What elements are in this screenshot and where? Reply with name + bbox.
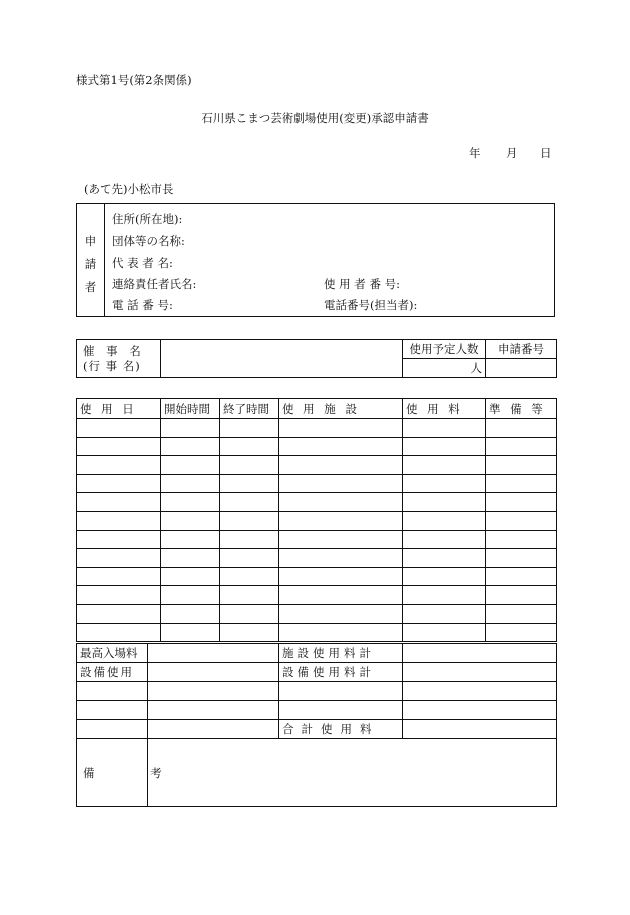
usage-cell[interactable]: [220, 604, 279, 623]
usage-cell[interactable]: [279, 456, 403, 475]
usage-cell[interactable]: [486, 586, 557, 605]
equipment-row-2-col-1[interactable]: [77, 701, 148, 720]
event-table: [76, 339, 557, 378]
usage-cell[interactable]: [77, 530, 161, 549]
usage-cell[interactable]: [486, 493, 557, 512]
usage-cell[interactable]: [403, 419, 486, 438]
usage-cell[interactable]: [220, 511, 279, 530]
usage-cell[interactable]: [161, 586, 220, 605]
usage-cell[interactable]: [161, 549, 220, 568]
usage-cell[interactable]: [161, 623, 220, 642]
usage-table: [76, 398, 557, 642]
usage-row: [77, 567, 557, 586]
usage-cell[interactable]: [486, 604, 557, 623]
event-name-label-cell: [77, 340, 161, 378]
contact-name-label: 連絡責任者氏名:: [112, 277, 197, 291]
usage-cell[interactable]: [161, 604, 220, 623]
usage-cell[interactable]: [161, 437, 220, 456]
usage-cell[interactable]: [220, 567, 279, 586]
application-number-label: 申請番号: [486, 340, 557, 359]
event-name-label: 催 事 名: [83, 343, 145, 358]
representative-label: 代 表 者 名:: [112, 256, 173, 270]
usage-cell[interactable]: [279, 586, 403, 605]
usage-cell[interactable]: [403, 623, 486, 642]
usage-cell[interactable]: [220, 474, 279, 493]
date-month-label: 月: [506, 146, 518, 160]
usage-cell[interactable]: [161, 493, 220, 512]
usage-cell[interactable]: [486, 623, 557, 642]
usage-cell[interactable]: [403, 530, 486, 549]
event-name-label-alt: (行 事 名): [83, 358, 141, 373]
col-usage-fee: 使 用 料: [403, 399, 486, 419]
col-usage-date: 使 用 日: [77, 399, 161, 419]
phone-contact-label: 電話番号(担当者):: [324, 298, 418, 312]
people-unit[interactable]: 人: [403, 359, 486, 378]
usage-cell[interactable]: [77, 511, 161, 530]
usage-cell[interactable]: [403, 604, 486, 623]
usage-cell[interactable]: [161, 456, 220, 475]
usage-cell[interactable]: [220, 549, 279, 568]
usage-cell[interactable]: [220, 530, 279, 549]
usage-cell[interactable]: [279, 493, 403, 512]
address-label: 住所(所在地):: [112, 212, 183, 226]
usage-cell[interactable]: [161, 530, 220, 549]
equipment-row-1-col-3[interactable]: [279, 682, 403, 701]
usage-row: [77, 456, 557, 475]
usage-cell[interactable]: [279, 567, 403, 586]
equipment-row-2-col-4[interactable]: [403, 701, 557, 720]
usage-cell[interactable]: [220, 623, 279, 642]
max-entry-fee-field[interactable]: [148, 644, 279, 663]
usage-row: [77, 511, 557, 530]
usage-cell[interactable]: [77, 493, 161, 512]
event-name-field[interactable]: [161, 340, 403, 378]
usage-row: [77, 623, 557, 642]
equipment-row-3-col-2[interactable]: [148, 720, 279, 739]
usage-cell[interactable]: [403, 474, 486, 493]
equipment-use-label: 設備使用: [77, 663, 148, 682]
planned-people-label: 使用予定人数: [403, 340, 486, 359]
applicant-section: [76, 203, 555, 317]
usage-row: [77, 493, 557, 512]
equipment-row-3-col-1[interactable]: [77, 720, 148, 739]
col-facility: 使 用 施 設: [279, 399, 403, 419]
applicant-side-char-2: 請: [84, 257, 97, 271]
fee-table: [76, 643, 557, 807]
addressee: (あて先)小松市長: [84, 182, 174, 196]
usage-cell[interactable]: [486, 456, 557, 475]
usage-cell[interactable]: [486, 511, 557, 530]
usage-cell[interactable]: [77, 549, 161, 568]
facility-fee-total-field[interactable]: [403, 644, 557, 663]
usage-cell[interactable]: [279, 511, 403, 530]
equipment-fee-total-field[interactable]: [403, 663, 557, 682]
form-title: 石川県こまつ芸術劇場使用(変更)承認申請書: [201, 111, 429, 125]
usage-cell[interactable]: [279, 419, 403, 438]
org-name-label: 団体等の名称:: [112, 234, 185, 248]
remarks-label: 備 考: [77, 739, 148, 807]
usage-row: [77, 604, 557, 623]
usage-cell[interactable]: [77, 474, 161, 493]
usage-cell[interactable]: [279, 437, 403, 456]
form-number: 様式第1号(第2条関係): [76, 73, 192, 87]
usage-cell[interactable]: [77, 604, 161, 623]
usage-cell[interactable]: [220, 437, 279, 456]
equipment-row-1-col-4[interactable]: [403, 682, 557, 701]
phone-label: 電 話 番 号:: [112, 298, 173, 312]
usage-cell[interactable]: [77, 437, 161, 456]
date-year-label: 年: [469, 146, 481, 160]
equipment-use-field[interactable]: [148, 663, 279, 682]
col-end-time: 終了時間: [220, 399, 279, 419]
usage-cell[interactable]: [279, 623, 403, 642]
equipment-row-1-col-2[interactable]: [148, 682, 279, 701]
applicant-divider: [104, 204, 105, 316]
application-number-field[interactable]: [486, 359, 557, 378]
usage-cell[interactable]: [486, 549, 557, 568]
usage-row: [77, 474, 557, 493]
usage-cell[interactable]: [77, 456, 161, 475]
max-entry-fee-label: 最高入場料: [77, 644, 148, 663]
remarks-field[interactable]: [148, 739, 557, 807]
usage-cell[interactable]: [77, 586, 161, 605]
usage-cell[interactable]: [220, 419, 279, 438]
usage-cell[interactable]: [279, 530, 403, 549]
total-fee-field[interactable]: [403, 720, 557, 739]
equipment-row-1-col-1[interactable]: [77, 682, 148, 701]
col-preparation: 準 備 等: [486, 399, 557, 419]
usage-cell[interactable]: [77, 419, 161, 438]
facility-fee-total-label: 施設使用料計: [279, 644, 403, 663]
usage-row: [77, 549, 557, 568]
user-number-label: 使 用 者 番 号:: [324, 277, 400, 291]
usage-cell[interactable]: [403, 437, 486, 456]
usage-cell[interactable]: [279, 474, 403, 493]
usage-cell[interactable]: [403, 511, 486, 530]
date-day-label: 日: [540, 146, 552, 160]
usage-cell[interactable]: [486, 567, 557, 586]
usage-cell[interactable]: [486, 474, 557, 493]
usage-cell[interactable]: [77, 623, 161, 642]
usage-header-row: [77, 399, 557, 419]
usage-cell[interactable]: [486, 437, 557, 456]
applicant-side-char-1: 申: [84, 234, 97, 248]
equipment-row-2-col-3[interactable]: [279, 701, 403, 720]
usage-row: [77, 530, 557, 549]
usage-cell[interactable]: [403, 456, 486, 475]
usage-cell[interactable]: [220, 586, 279, 605]
usage-cell[interactable]: [161, 567, 220, 586]
equipment-fee-total-label: 設備使用料計: [279, 663, 403, 682]
usage-cell[interactable]: [279, 549, 403, 568]
usage-cell[interactable]: [403, 493, 486, 512]
equipment-row-2-col-2[interactable]: [148, 701, 279, 720]
usage-cell[interactable]: [161, 419, 220, 438]
usage-cell[interactable]: [486, 530, 557, 549]
usage-cell[interactable]: [486, 419, 557, 438]
usage-row: [77, 586, 557, 605]
usage-row: [77, 437, 557, 456]
usage-cell[interactable]: [403, 549, 486, 568]
col-start-time: 開始時間: [161, 399, 220, 419]
usage-cell[interactable]: [220, 493, 279, 512]
usage-cell[interactable]: [220, 456, 279, 475]
usage-cell[interactable]: [77, 567, 161, 586]
usage-cell[interactable]: [403, 586, 486, 605]
usage-cell[interactable]: [403, 567, 486, 586]
total-fee-label: 合計使用料: [279, 720, 403, 739]
usage-cell[interactable]: [161, 474, 220, 493]
applicant-side-char-3: 者: [84, 280, 97, 294]
usage-cell[interactable]: [279, 604, 403, 623]
usage-row: [77, 419, 557, 438]
usage-cell[interactable]: [161, 511, 220, 530]
